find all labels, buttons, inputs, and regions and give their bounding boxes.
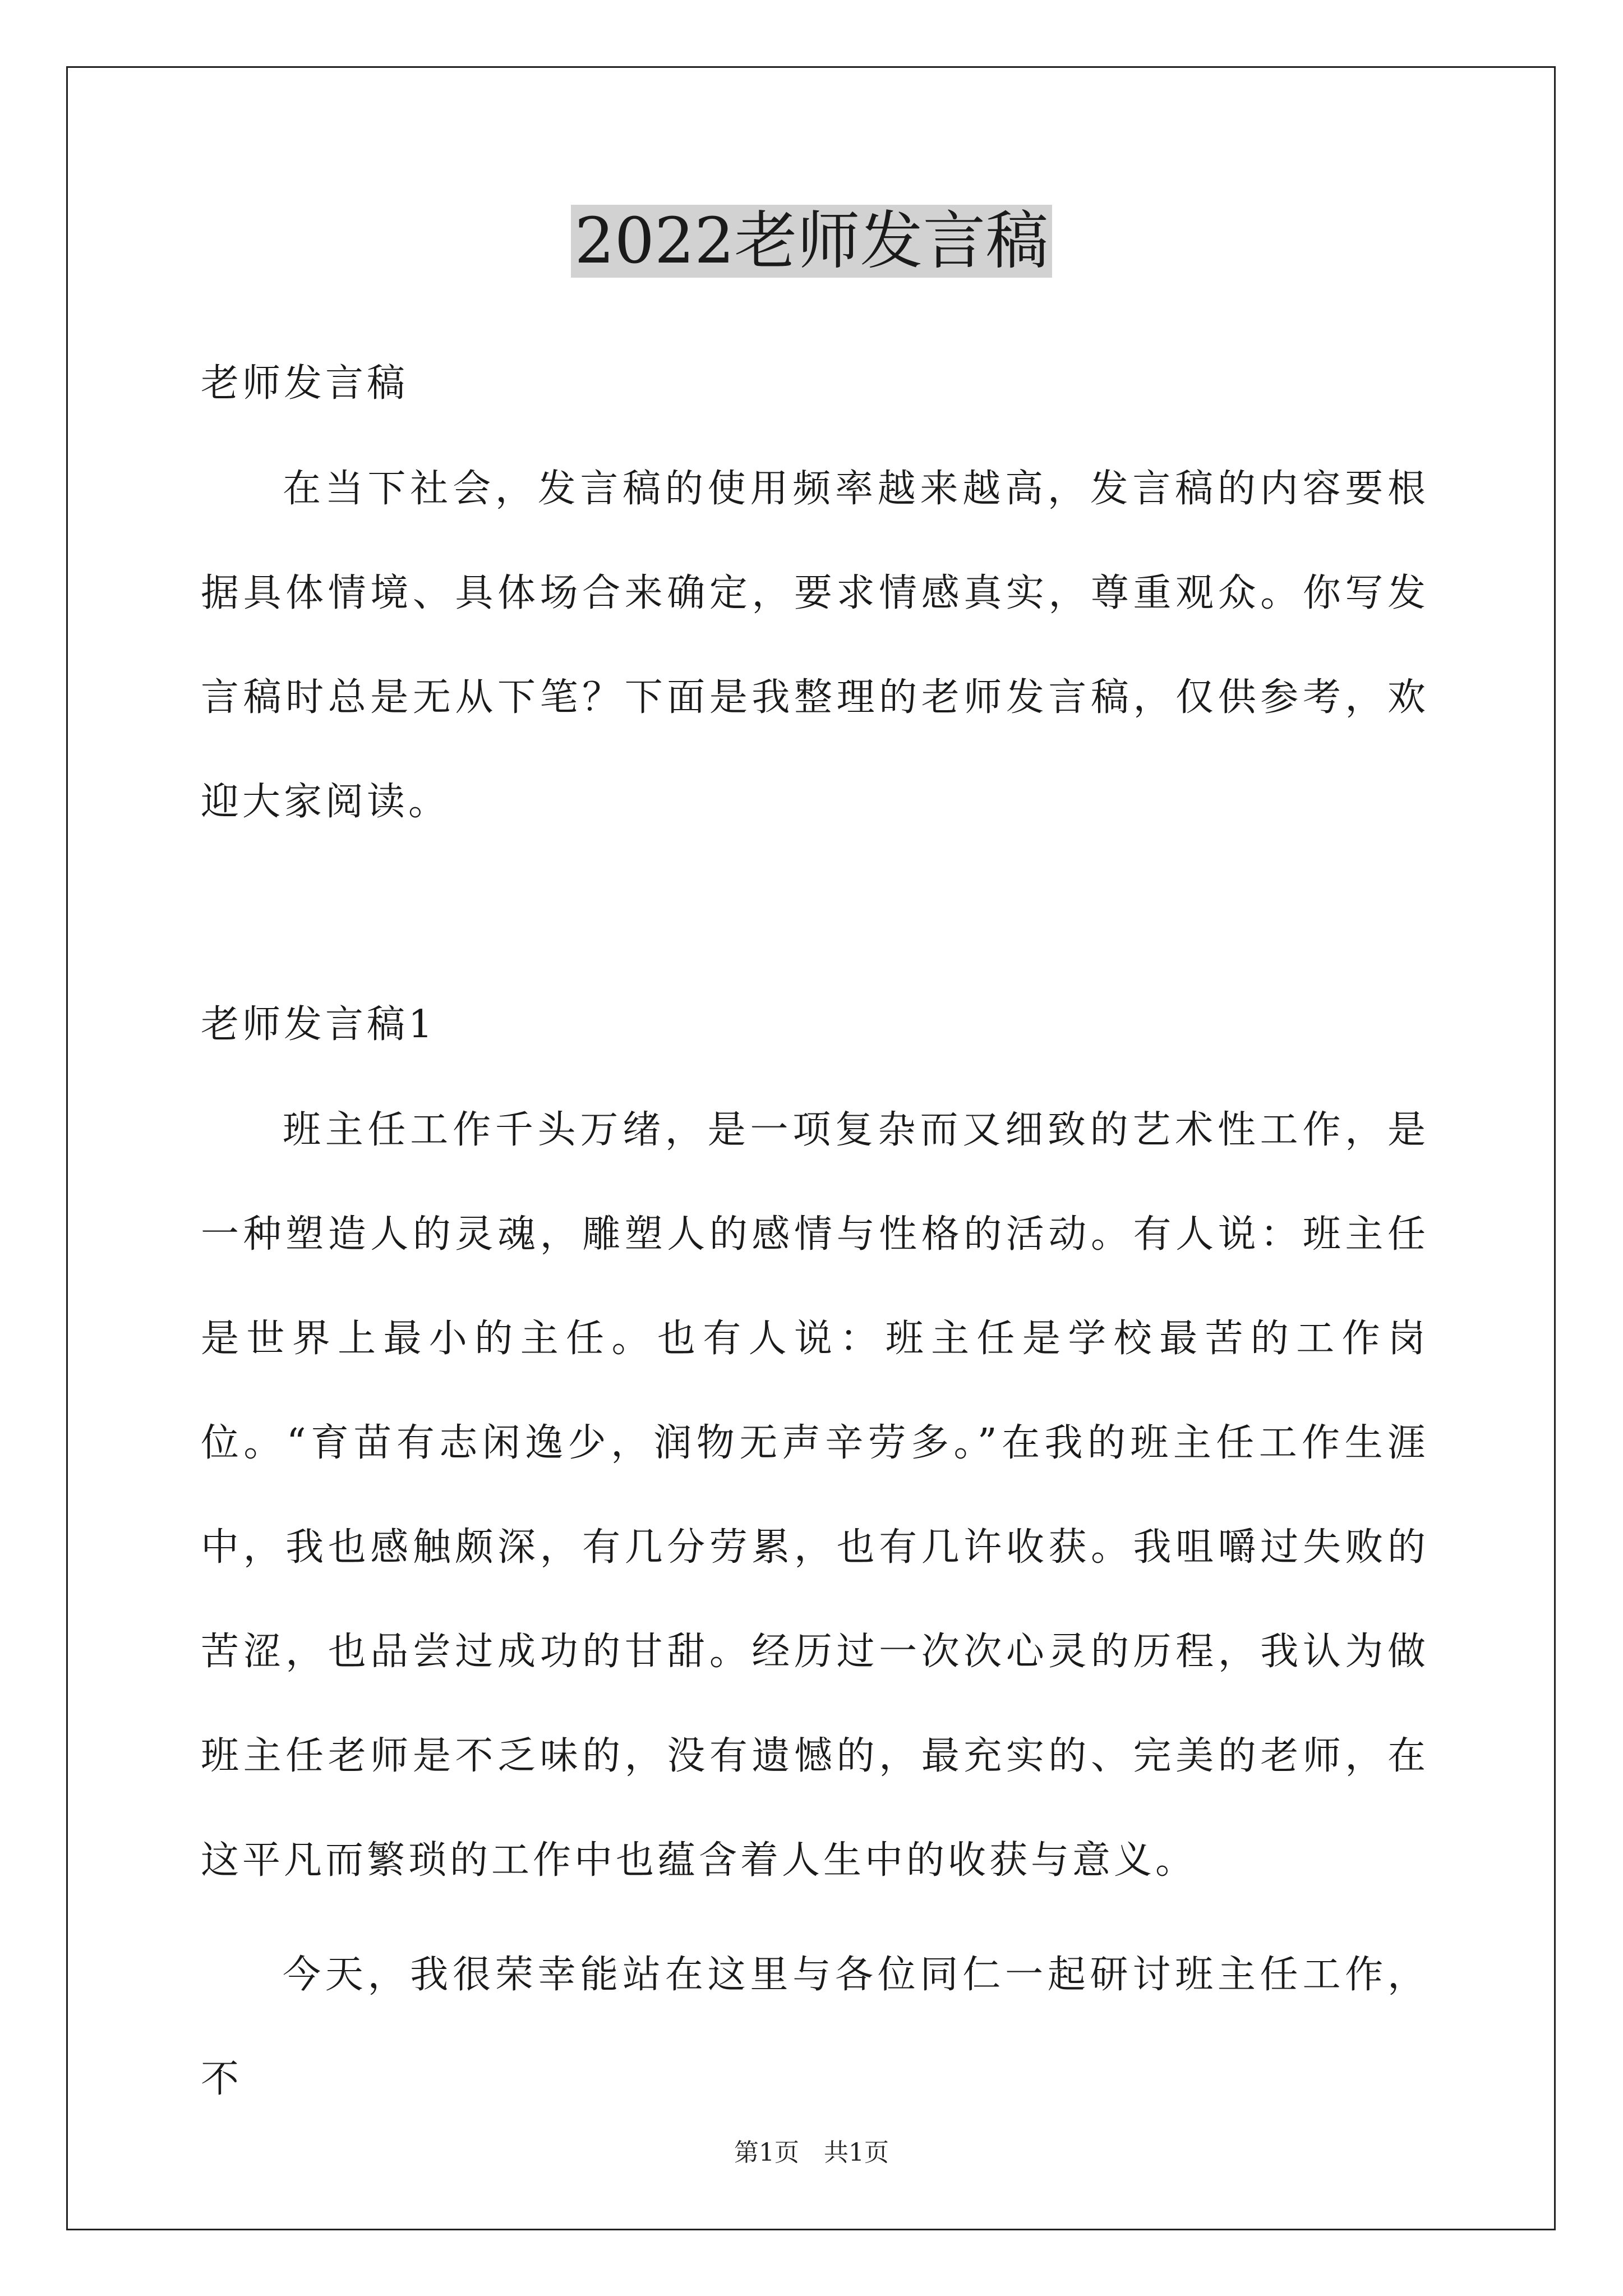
section-1-heading: 老师发言稿1 bbox=[201, 1002, 436, 1047]
page-number-total: 共1页 bbox=[824, 2138, 889, 2167]
intro-paragraph: 在当下社会，发言稿的使用频率越来越高，发言稿的内容要根据具体情境、具体场合来确定，要求情感真实，尊重观众。你写发言稿时总是无从下笔？下面是我整理的老师发言稿，仅供参考，欢迎大家阅读。 bbox=[201, 467, 1429, 824]
page-number-current: 第1页 bbox=[734, 2138, 799, 2167]
page-footer bbox=[0, 2136, 1623, 2170]
intro-heading: 老师发言稿 bbox=[201, 361, 409, 406]
document-title bbox=[0, 202, 1623, 280]
section-1-paragraph-1: 班主任工作千头万绪，是一项复杂而又细致的艺术性工作，是一种塑造人的灵魂，雕塑人的感情与性格的活动。有人说：班主任是世界上最小的主任。也有人说：班主任是学校最苦的工作岗位。“育苗有志闲逸少，润物无声辛劳多。”在我的班主任工作生涯中，我也感触颇深，有几分劳累，也有几许收获。我咀嚼过失败的苦涩，也品尝过成功的甘甜。经历过一次次心灵的历程，我认为做班主任老师是不乏味的，没有遗憾的，最充实的、完美的老师，在这平凡而繁琐的工作中也蕴含着人生中的收获与意义。 bbox=[201, 1108, 1429, 1883]
section-1-paragraph-2: 今天，我很荣幸能站在这里与各位同仁一起研讨班主任工作，不 bbox=[201, 1953, 1429, 2101]
document-title-text: 2022老师发言稿 bbox=[571, 205, 1052, 278]
